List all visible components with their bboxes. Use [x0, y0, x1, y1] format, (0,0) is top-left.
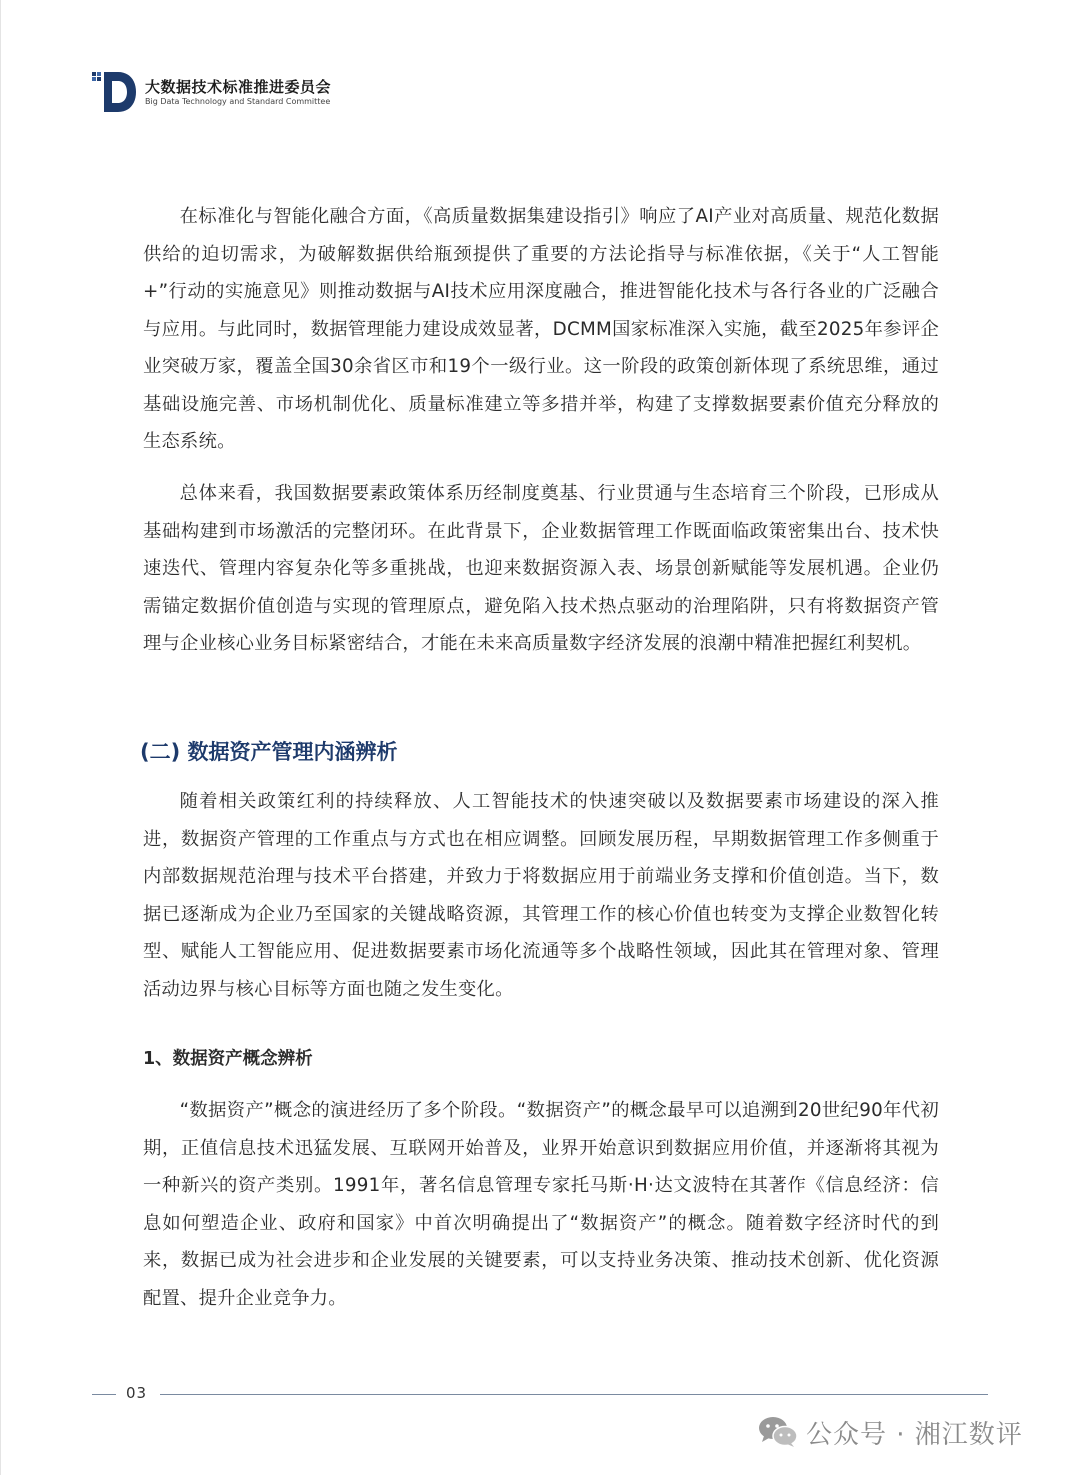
- footer-rule-left: [92, 1394, 116, 1395]
- paragraph: “数据资产”概念的演进经历了多个阶段。“数据资产”的概念最早可以追溯到20世纪90年代初期，正值信息技术迅猛发展、互联网开始普及，业界开始意识到数据应用价值，并逐渐将其视为一种新兴的资产类别。1991年，著名信息管理专家托马斯·H·达文波特在其著作《信息经济：信息如何塑造企业、政府和国家》中首次明确提出了“数据资产”的概念。随着数字经济时代的到来，数据已成为社会进步和企业发展的关键要素，可以支持业务决策、推动技术创新、优化资源配置、提升企业竞争力。: [143, 1100, 939, 1309]
- watermark-text: 公众号 · 湘江数评: [806, 1419, 1023, 1450]
- paragraph: 总体来看，我国数据要素政策体系历经制度奠基、行业贯通与生态培育三个阶段，已形成从基础构建到市场激活的完整闭环。在此背景下，企业数据管理工作既面临政策密集出台、技术快速迭代、管理内容复杂化等多重挑战，也迎来数据资源入表、场景创新赋能等发展机遇。企业仍需锚定数据价值创造与实现的管理原点，避免陷入技术热点驱动的治理陷阱，只有将数据资产管理与企业核心业务目标紧密结合，才能在未来高质量数字经济发展的浪潮中精准把握红利契机。: [143, 483, 939, 654]
- section-heading: (二) 数据资产管理内涵辨析: [140, 740, 398, 764]
- paragraph: 随着相关政策红利的持续释放、人工智能技术的快速突破以及数据要素市场建设的深入推进，数据资产管理的工作重点与方式也在相应调整。回顾发展历程，早期数据管理工作多侧重于内部数据规范治理与技术平台搭建，并致力于将数据应用于前端业务支撑和价值创造。当下，数据已逐渐成为企业乃至国家的关键战略资源，其管理工作的核心价值也转变为支撑企业数智化转型、赋能人工智能应用、促进数据要素市场化流通等多个战略性领域，因此其在管理对象、管理活动边界与核心目标等方面也随之发生变化。: [143, 791, 939, 1000]
- wechat-icon: [758, 1415, 798, 1449]
- wechat-watermark: [758, 1410, 1023, 1454]
- subsection-heading: 1、数据资产概念辨析: [143, 1049, 313, 1069]
- org-name-en: Big Data Technology and Standard Committee: [145, 97, 331, 106]
- footer-rule-right: [160, 1394, 988, 1395]
- paragraph: 在标准化与智能化融合方面，《高质量数据集建设指引》响应了AI产业对高质量、规范化数据供给的迫切需求，为破解数据供给瓶颈提供了重要的方法论指导与标准依据，《关于“人工智能+”行动的实施意见》则推动数据与AI技术应用深度融合，推进智能化技术与各行各业的广泛融合与应用。与此同时，数据管理能力建设成效显著，DCMM国家标准深入实施，截至2025年参评企业突破万家，覆盖全国30余省区市和19个一级行业。这一阶段的政策创新体现了系统思维，通过基础设施完善、市场机制优化、质量标准建立等多措并举，构建了支撑数据要素价值充分释放的生态系统。: [143, 206, 939, 452]
- page-number: 03: [126, 1384, 148, 1402]
- committee-logo-icon: [92, 70, 138, 114]
- org-name-cn: 大数据技术标准推进委员会: [145, 78, 332, 96]
